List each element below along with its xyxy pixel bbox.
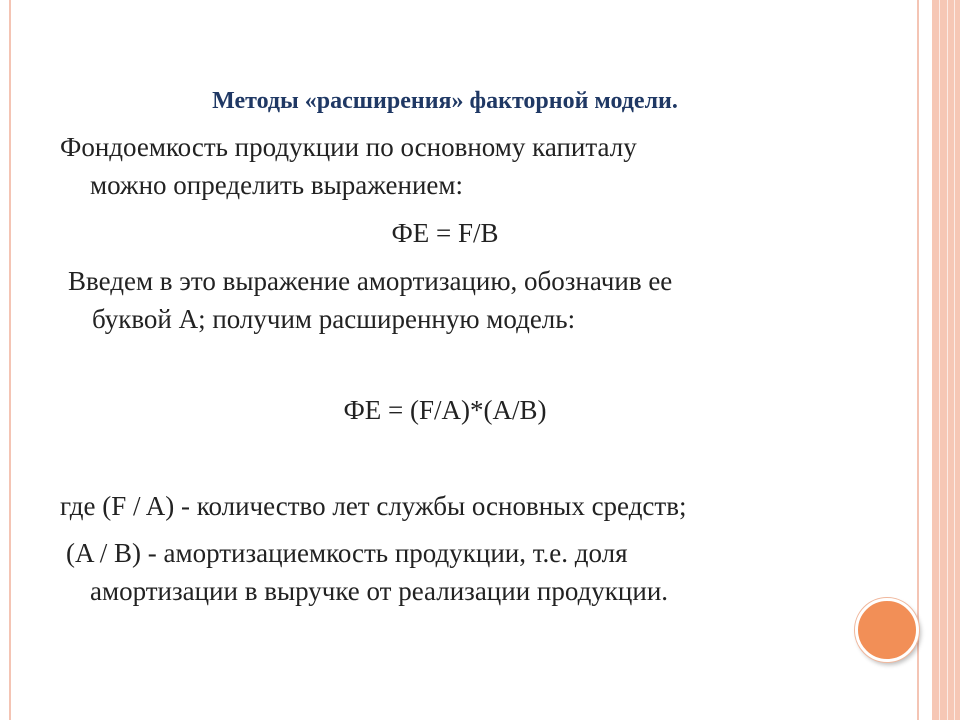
formula-extended: ФЕ = (F/A)*(A/B)	[343, 395, 547, 425]
paragraph-line: буквой А; получим расширенную модель:	[92, 304, 576, 334]
paragraph-fa-definition	[60, 487, 686, 525]
paragraph-line: Фондоемкость продукции по основному капиталу	[60, 132, 637, 162]
paragraph-line: можно определить выражением:	[90, 170, 463, 200]
paragraph-line: где (F / A) - количество лет службы основных средств;	[60, 491, 687, 521]
paragraph-amortization	[62, 262, 672, 338]
paragraph-line: (A / B) - амортизациемкость продукции, т.е. доля	[66, 538, 628, 568]
formula-basic: ФЕ = F/B	[391, 218, 499, 248]
paragraph-line: амортизации в выручке от реализации продукции.	[90, 576, 669, 606]
paragraph-line: Введем в это выражение амортизацию, обозначив ее	[68, 266, 673, 296]
paragraph-capital-intensity	[60, 128, 637, 204]
paragraph-ab-definition	[60, 534, 668, 610]
slide-title: Методы «расширения» факторной модели.	[212, 88, 678, 114]
